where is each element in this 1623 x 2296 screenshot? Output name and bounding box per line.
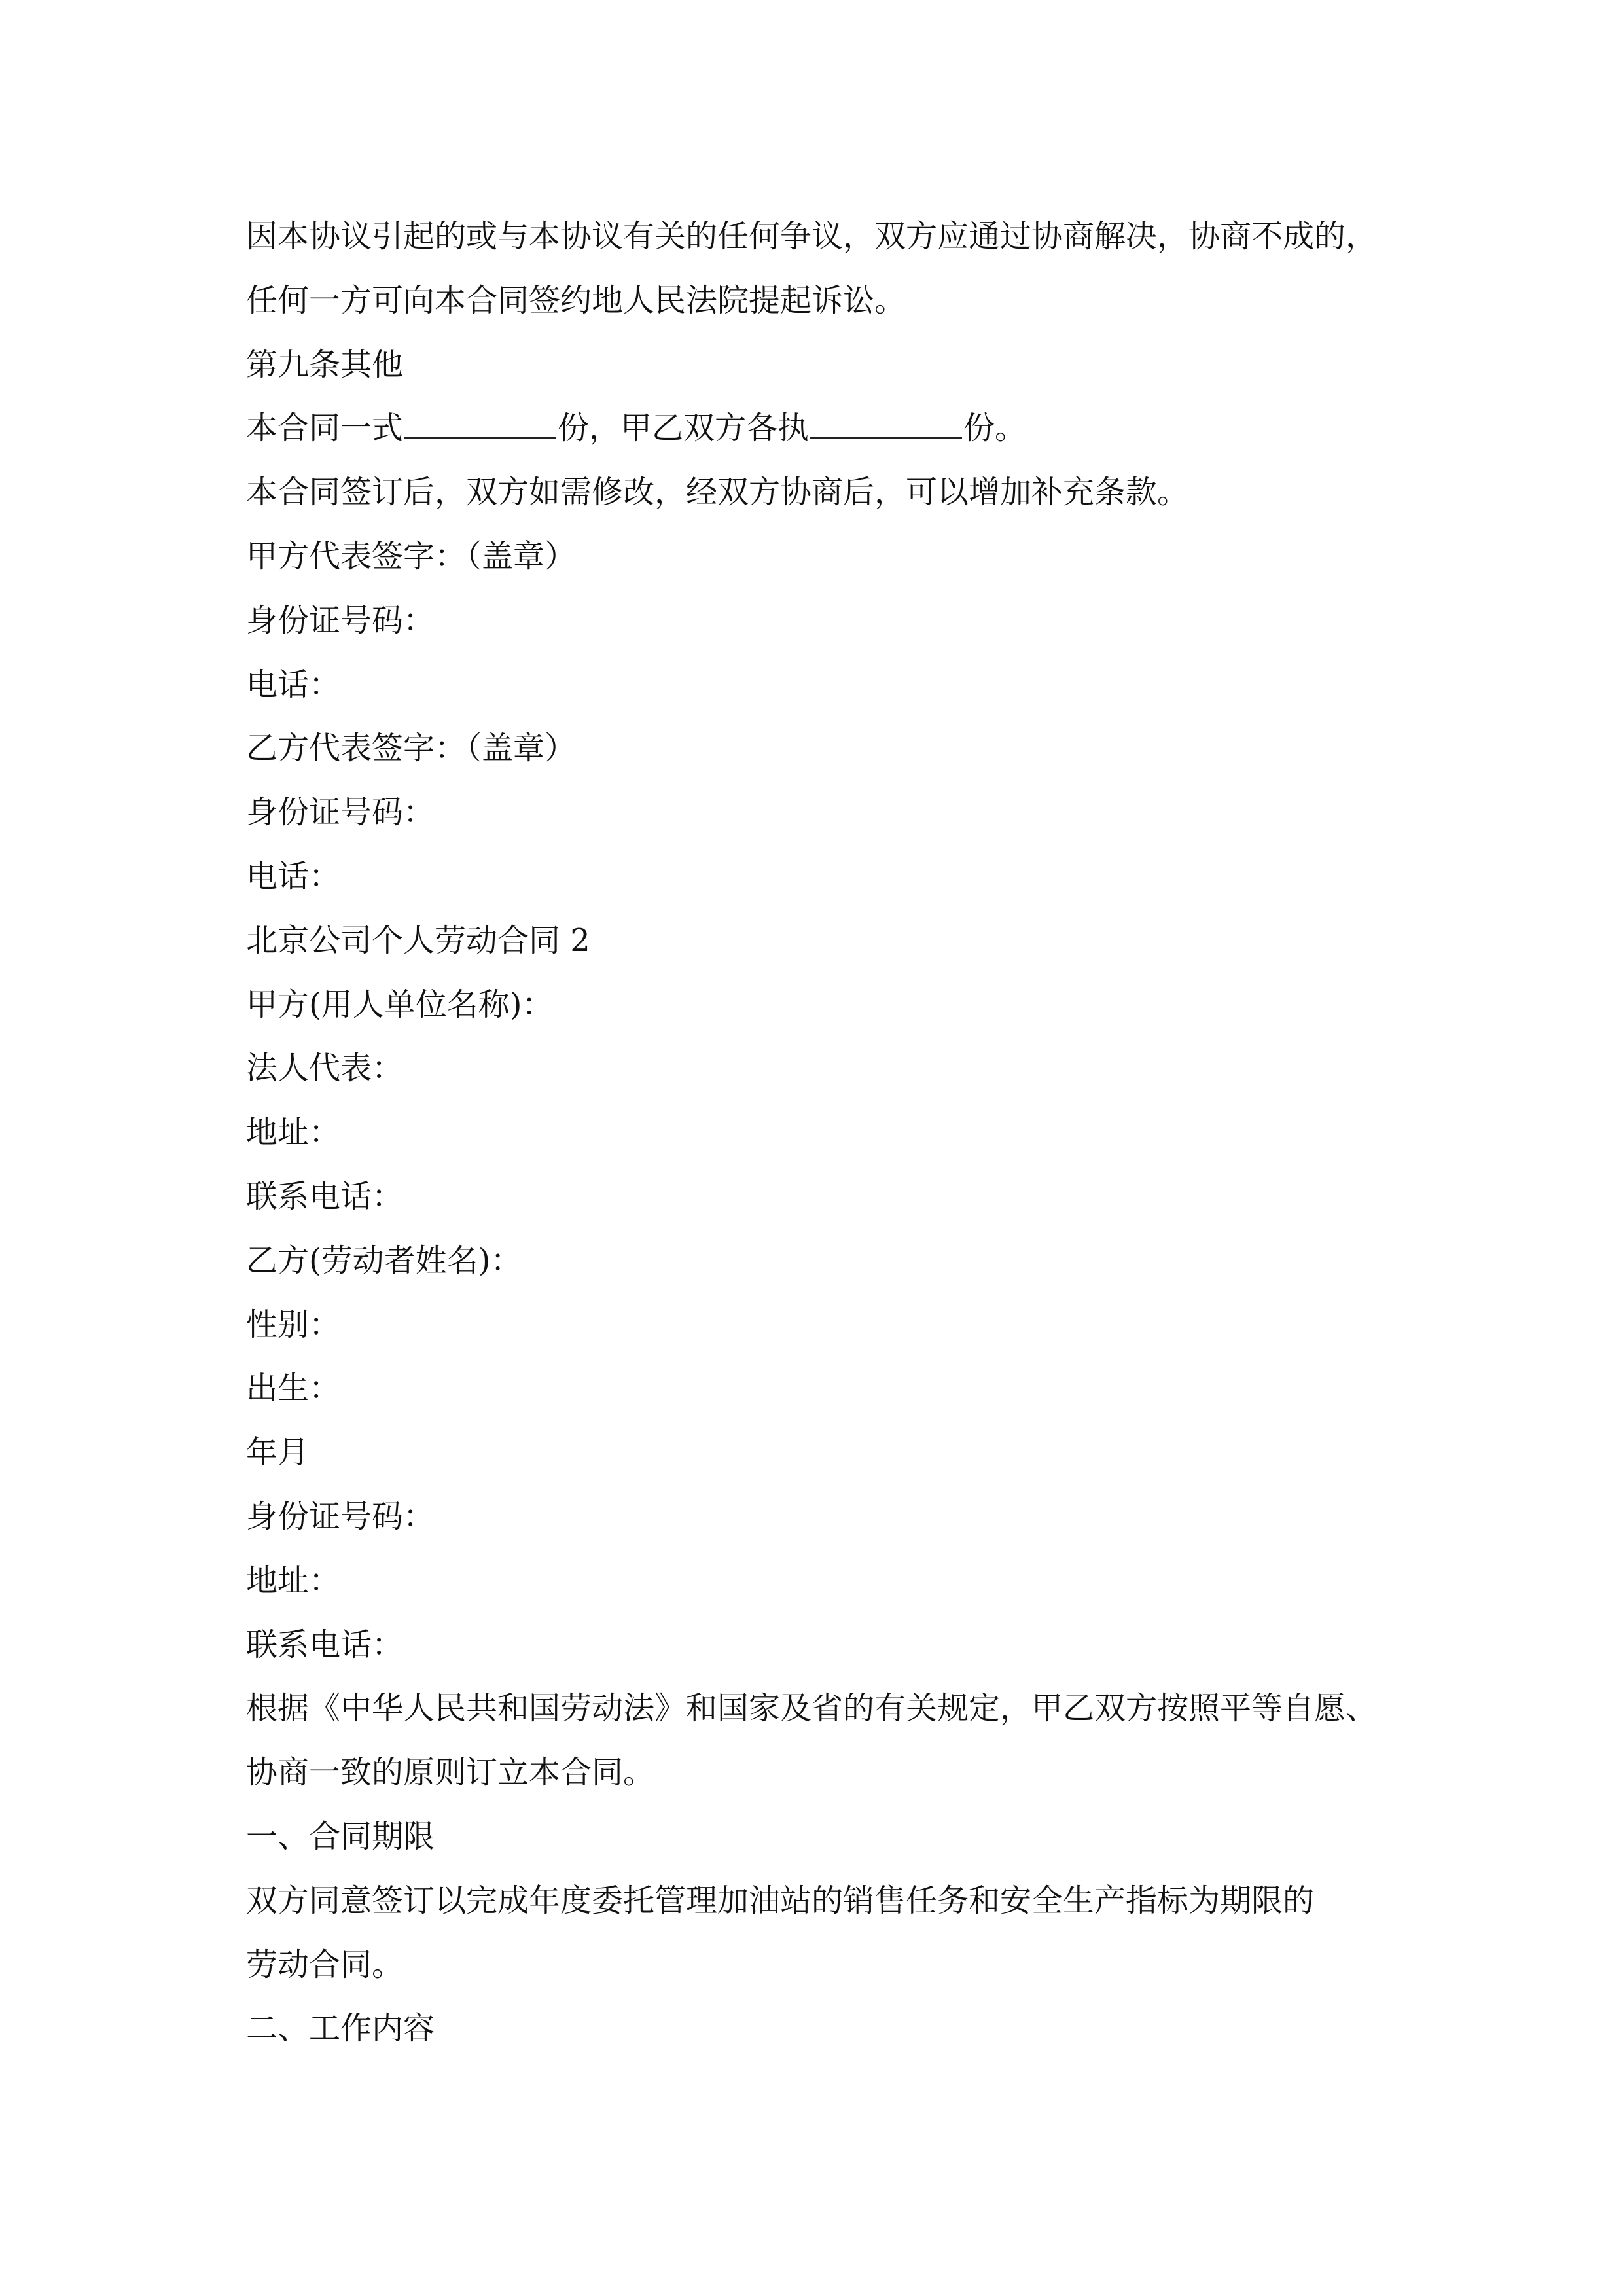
copies-total-blank xyxy=(404,411,556,439)
copies-line xyxy=(246,397,1378,461)
section-work-content-heading: 二、工作内容 xyxy=(246,2010,435,2047)
paragraph-dispute-2: 任何一方可向本合同签约地人民法院提起诉讼。 xyxy=(246,281,906,319)
employee-name-label: 乙方(劳动者姓名)： xyxy=(246,1242,522,1279)
party-b-id-label: 身份证号码： xyxy=(246,794,435,831)
paragraph-legal-basis-2: 协商一致的原则订立本合同。 xyxy=(246,1754,655,1791)
employee-id-label: 身份证号码： xyxy=(246,1498,435,1535)
party-a-id-label: 身份证号码： xyxy=(246,601,435,639)
copies-text-3: 份。 xyxy=(963,410,1027,447)
paragraph-contract-term-2: 劳动合同。 xyxy=(246,1946,404,1983)
party-a-phone-label: 电话： xyxy=(246,666,341,703)
employer-address-label: 地址： xyxy=(246,1114,341,1151)
legal-representative-label: 法人代表： xyxy=(246,1050,404,1087)
birth-label: 出生： xyxy=(246,1370,341,1407)
party-b-phone-label: 电话： xyxy=(246,857,341,895)
employee-phone-label: 联系电话： xyxy=(246,1626,404,1663)
party-a-signature-label: 甲方代表签字：（盖章） xyxy=(246,537,577,575)
contract-2-title: 北京公司个人劳动合同 2 xyxy=(246,922,590,959)
copies-text-2: 份，甲乙双方各执 xyxy=(558,410,810,447)
copies-each-blank xyxy=(810,411,962,439)
document-body xyxy=(246,205,1378,2061)
year-month-label: 年月 xyxy=(246,1434,310,1471)
employer-phone-label: 联系电话： xyxy=(246,1177,404,1215)
article-nine-heading: 第九条其他 xyxy=(246,346,404,383)
party-b-signature-label: 乙方代表签字：（盖章） xyxy=(246,730,577,767)
gender-label: 性别： xyxy=(246,1306,341,1343)
employee-address-label: 地址： xyxy=(246,1562,341,1599)
paragraph-contract-term-1: 双方同意签订以完成年度委托管理加油站的销售任务和安全生产指标为期限的 xyxy=(246,1882,1315,1919)
employer-name-label: 甲方(用人单位名称)： xyxy=(246,986,554,1023)
paragraph-legal-basis-1: 根据《中华人民共和国劳动法》和国家及省的有关规定，甲乙双方按照平等自愿、 xyxy=(246,1690,1378,1727)
paragraph-dispute-1: 因本协议引起的或与本协议有关的任何争议，双方应通过协商解决，协商不成的， xyxy=(246,218,1378,255)
section-contract-term-heading: 一、合同期限 xyxy=(246,1818,435,1855)
copies-text-1: 本合同一式 xyxy=(246,410,404,447)
paragraph-amendment: 本合同签订后，双方如需修改，经双方协商后，可以增加补充条款。 xyxy=(246,474,1189,511)
